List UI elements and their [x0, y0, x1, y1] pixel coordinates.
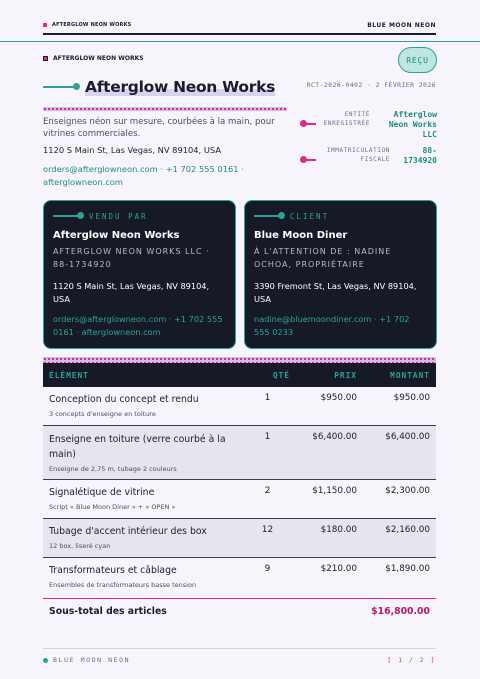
studio-title: Afterglow Neon Works — [85, 78, 276, 96]
client-address: 3390 Fremont St, Las Vegas, NV 89104, USA — [254, 281, 417, 304]
title-row — [43, 78, 275, 96]
subtotal-row — [43, 598, 436, 623]
footer — [43, 654, 436, 666]
item-desc: 12 box, liseré cyan — [49, 541, 111, 550]
item-price: $180.00 — [296, 518, 363, 557]
table-row — [43, 557, 436, 596]
neon-tube-icon — [43, 86, 77, 88]
tax-value: 88-1734920 — [403, 146, 437, 165]
receipt-reference: RCT-2026-0402 · 2 FÉVRIER 2026 — [306, 81, 436, 89]
seller-legal: AFTERGLOW NEON WORKS LLC · 88-1734920 — [53, 247, 210, 269]
dot-icon — [43, 658, 48, 663]
studio-label — [43, 55, 144, 62]
seller-heading: VENDU PAR — [89, 211, 148, 221]
page-total: 2 — [419, 656, 426, 664]
item-name: Tubage d'accent intérieur des box — [49, 525, 207, 537]
tax-registration — [300, 146, 437, 166]
item-name: Transformateurs et câblage — [49, 564, 177, 576]
table-row — [43, 425, 436, 479]
seller-contact[interactable]: orders@afterglowneon.com · +1 702 555 0161 · afterglowneon.com — [53, 314, 223, 337]
studio-square-icon — [43, 56, 48, 61]
col-item: ÉLÉMENT — [43, 363, 239, 387]
item-qty: 1 — [264, 393, 271, 403]
seller-address: 1120 S Main St, Las Vegas, NV 89104, USA — [53, 281, 210, 304]
studio-address: 1120 S Main St, Las Vegas, NV 89104, USA — [43, 145, 222, 155]
header-divider — [43, 33, 436, 35]
col-qty: QTÉ — [239, 363, 296, 387]
item-qty: 1 — [239, 425, 296, 479]
col-amount: MONTANT — [363, 363, 436, 387]
dotted-divider — [43, 107, 287, 111]
brand-square-icon — [43, 23, 47, 27]
item-price: $210.00 — [320, 563, 357, 574]
footer-divider — [43, 648, 436, 649]
item-price: $6,400.00 — [296, 425, 363, 479]
table-header-row — [43, 363, 436, 387]
neon-tube-icon — [53, 215, 81, 217]
studio-label-text: AFTERGLOW NEON WORKS — [53, 55, 144, 62]
subtotal-label: Sous-total des articles — [49, 605, 167, 617]
table-row — [43, 518, 436, 557]
item-amount: $2,160.00 — [363, 518, 436, 557]
client-name: Blue Moon Diner — [254, 230, 348, 241]
item-desc: Ensembles de transformateurs basse tension — [49, 580, 197, 589]
studio-contact[interactable]: orders@afterglowneon.com · +1 702 555 0161 · afterglowneon.com — [43, 164, 244, 187]
item-price: $950.00 — [320, 393, 357, 403]
seller-name: Afterglow Neon Works — [53, 230, 180, 241]
line-items-table — [43, 363, 436, 596]
registered-entity — [300, 110, 437, 140]
header-client: BLUE MOON NEON — [367, 21, 436, 29]
item-qty: 9 — [264, 563, 271, 574]
footer-brand — [43, 656, 130, 664]
client-contact[interactable]: nadine@bluemoondiner.com · +1 702 555 0233 — [254, 314, 410, 337]
pin-icon — [300, 123, 316, 125]
item-amount: $1,890.00 — [385, 563, 430, 574]
subtotal-value: $16,800.00 — [371, 605, 430, 617]
page-current: 1 — [398, 656, 404, 664]
table-row — [43, 387, 436, 425]
seller-card — [43, 200, 236, 349]
receipt-stamp: REÇU — [398, 47, 437, 73]
entity-value: Afterglow Neon Works LLC — [388, 110, 437, 139]
item-desc: 3 concepts d'enseigne en toiture — [49, 410, 156, 418]
tax-label: IMMATRICULATION FISCALE — [326, 147, 390, 163]
client-heading: CLIENT — [290, 211, 330, 221]
accent-divider — [0, 41, 480, 42]
neon-tube-icon — [254, 215, 282, 217]
item-amount: $2,300.00 — [385, 485, 430, 496]
item-amount: $950.00 — [393, 393, 430, 403]
item-name: Signalétique de vitrine — [49, 486, 155, 498]
header-studio — [43, 22, 131, 28]
studio-tagline: Enseignes néon sur mesure, courbées à la main, pour vitrines commerciales. — [43, 117, 275, 139]
entity-label: ENTITÉ ENREGISTRÉE — [323, 111, 370, 127]
item-name: Conception du concept et rendu — [49, 394, 199, 405]
page-indicator: [ 1 / 2 ] — [387, 656, 436, 664]
item-qty: 12 — [239, 518, 296, 557]
item-price: $1,150.00 — [312, 485, 357, 496]
item-desc: Script « Blue Moon Diner » + « OPEN » — [49, 502, 176, 511]
footer-brand-label: BLUE MOON NEON — [53, 656, 131, 664]
pin-icon — [300, 159, 316, 161]
item-name: Enseigne en toiture (verre courbé à la main) — [49, 433, 226, 460]
table-row — [43, 479, 436, 518]
item-qty: 2 — [264, 485, 271, 496]
client-attention: À L'ATTENTION DE : NADINE OCHOA, PROPRIÉTAIRE — [254, 247, 392, 269]
col-price: PRIX — [296, 363, 363, 387]
header-studio-label: AFTERGLOW NEON WORKS — [52, 22, 132, 28]
item-amount: $6,400.00 — [363, 425, 436, 479]
item-desc: Enseigne de 2,75 m, tubage 2 couleurs — [49, 464, 177, 473]
client-card — [244, 200, 437, 349]
